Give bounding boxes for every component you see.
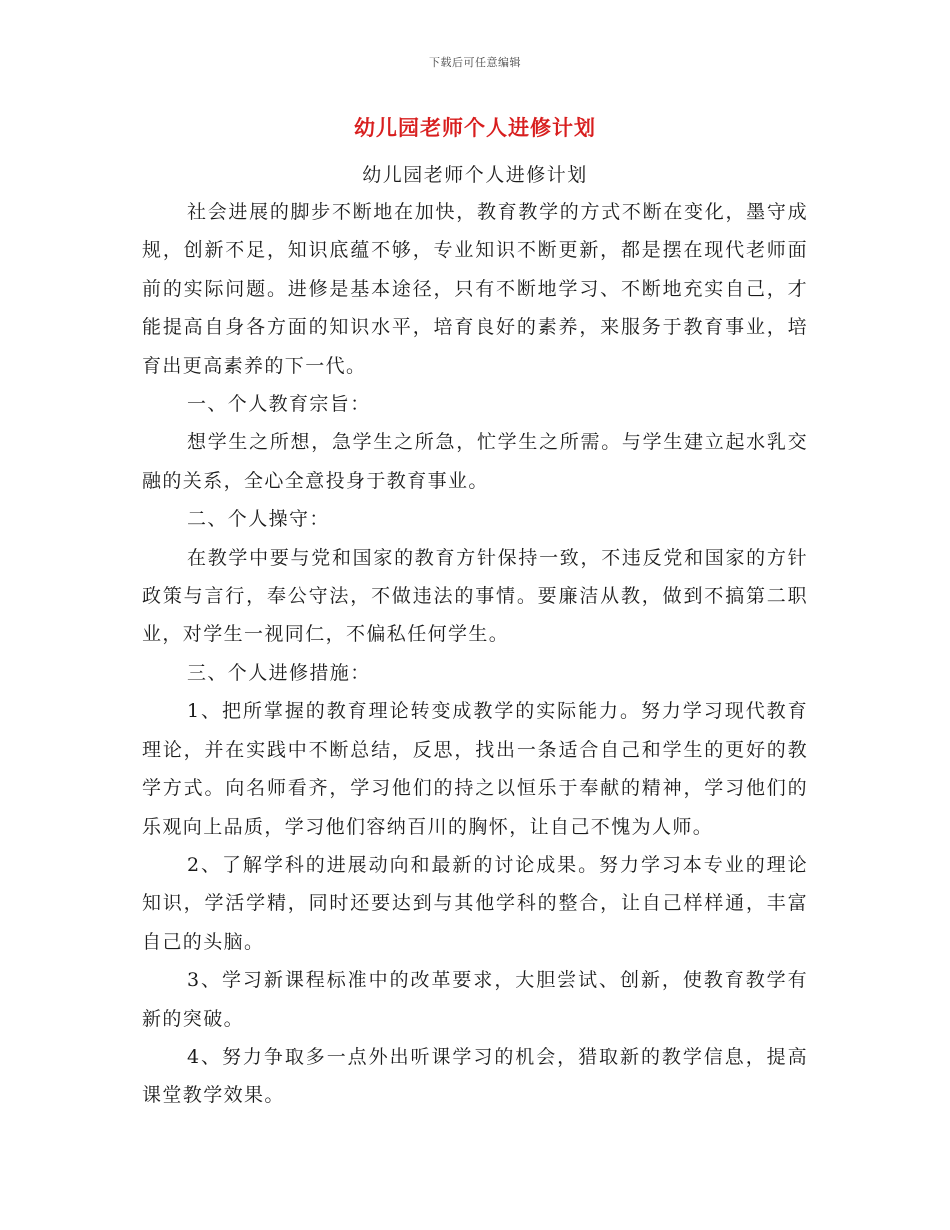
section-heading-study-measures: 三、个人进修措施：	[187, 661, 371, 684]
paragraph-measure-3: 3、学习新课程标准中的改革要求，大胆尝试、创新，使教育教学有新的突破。	[142, 969, 808, 1030]
page-title: 幼儿园老师个人进修计划	[354, 116, 596, 140]
paragraph-measure-4: 4、努力争取多一点外出听课学习的机会，猎取新的教学信息，提高课堂教学效果。	[142, 1045, 808, 1107]
paragraph-measure-2: 2、了解学科的进展动向和最新的讨论成果。努力学习本专业的理论知识，学活学精，同时还要达到与其他学科的整合，让自己样样通，丰富自己的头脑。	[142, 853, 808, 953]
section-heading-teaching-purpose: 一、个人教育宗旨：	[187, 393, 371, 416]
paragraph-intro: 社会进展的脚步不断地在加快，教育教学的方式不断在变化，墨守成规，创新不足，知识底蕴不够，专业知识不断更新，都是摆在现代老师面前的实际问题。进修是基本途径，只有不断地学习、不断地充实自己，才能提高自身各方面的知识水平，培育良好的素养，来服务于教育事业，培育出更高素养的下一代。	[142, 201, 808, 377]
header-note: 下载后可任意编辑	[429, 56, 521, 69]
document-subtitle: 幼儿园老师个人进修计划	[362, 164, 588, 186]
paragraph-personal-conduct: 在教学中要与党和国家的教育方针保持一致，不违反党和国家的方针政策与言行，奉公守法，不做违法的事情。要廉洁从教，做到不搞第二职业，对学生一视同仁，不偏私任何学生。	[142, 546, 808, 646]
paragraph-teaching-purpose: 想学生之所想，急学生之所急，忙学生之所需。与学生建立起水乳交融的关系，全心全意投身于教育事业。	[142, 431, 808, 492]
document-body	[142, 193, 808, 1115]
section-heading-personal-conduct: 二、个人操守：	[187, 508, 330, 531]
paragraph-measure-1: 1、把所掌握的教育理论转变成教学的实际能力。努力学习现代教育理论，并在实践中不断总结，反思，找出一条适合自己和学生的更好的教学方式。向名师看齐，学习他们的持之以恒乐于奉献的精神，学习他们的乐观向上品质，学习他们容纳百川的胸怀，让自己不愧为人师。	[142, 700, 808, 838]
